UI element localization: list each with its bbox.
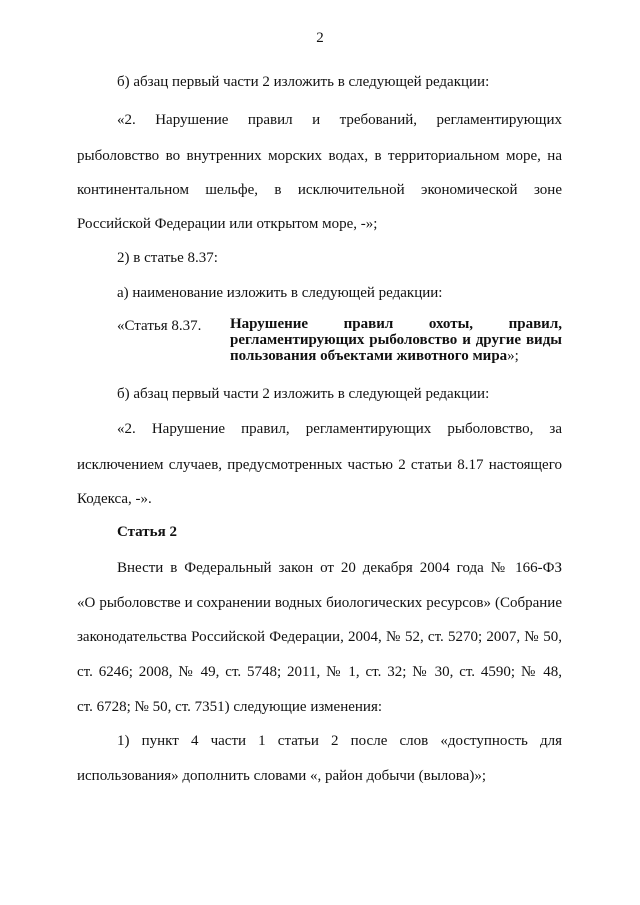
paragraph-line: рыболовство во внутренних морских водах, в территориальном море, на bbox=[77, 148, 562, 164]
article-title-line: пользования объектами животного мира bbox=[230, 348, 508, 364]
paragraph-line: 1) пункт 4 части 1 статьи 2 после слов «доступность для bbox=[117, 733, 562, 749]
article-label: «Статья 8.37. bbox=[117, 318, 202, 334]
paragraph-line: Внести в Федеральный закон от 20 декабря 2004 года № 166-ФЗ bbox=[117, 560, 562, 576]
article-title-line: Нарушение правил охоты, правил, bbox=[230, 316, 562, 332]
paragraph-line: «2. Нарушение правил и требований, регламентирующих bbox=[117, 112, 562, 128]
article-title-tail: »; bbox=[507, 348, 519, 364]
paragraph-line: использования» дополнить словами «, район добычи (вылова)»; bbox=[77, 768, 486, 784]
paragraph-line: Российской Федерации или открытом море, -»; bbox=[77, 216, 378, 232]
paragraph-line: 2) в статье 8.37: bbox=[117, 250, 218, 266]
article-title bbox=[230, 316, 562, 364]
article-title-last-line bbox=[230, 348, 562, 364]
article-title-line: регламентирующих рыболовство и другие виды bbox=[230, 332, 562, 348]
paragraph-line: б) абзац первый части 2 изложить в следующей редакции: bbox=[117, 74, 490, 90]
paragraph-line: ст. 6728; № 50, ст. 7351) следующие изменения: bbox=[77, 699, 383, 715]
paragraph-line: исключением случаев, предусмотренных частью 2 статьи 8.17 настоящего bbox=[77, 457, 562, 473]
paragraph-line: Кодекса, -». bbox=[77, 491, 152, 507]
paragraph-line: «2. Нарушение правил, регламентирующих рыболовство, за bbox=[117, 421, 562, 437]
paragraph-line: ст. 6246; 2008, № 49, ст. 5748; 2011, № 1, ст. 32; № 30, ст. 4590; № 48, bbox=[77, 664, 562, 680]
section-heading: Статья 2 bbox=[117, 524, 177, 540]
page-number: 2 bbox=[316, 30, 324, 46]
paragraph-line: законодательства Российской Федерации, 2004, № 52, ст. 5270; 2007, № 50, bbox=[77, 629, 562, 645]
paragraph-line: континентальном шельфе, в исключительной экономической зоне bbox=[77, 182, 562, 198]
paragraph-line: «О рыболовстве и сохранении водных биологических ресурсов» (Собрание bbox=[77, 595, 562, 611]
paragraph-line: а) наименование изложить в следующей редакции: bbox=[117, 285, 443, 301]
paragraph-line: б) абзац первый части 2 изложить в следующей редакции: bbox=[117, 386, 490, 402]
